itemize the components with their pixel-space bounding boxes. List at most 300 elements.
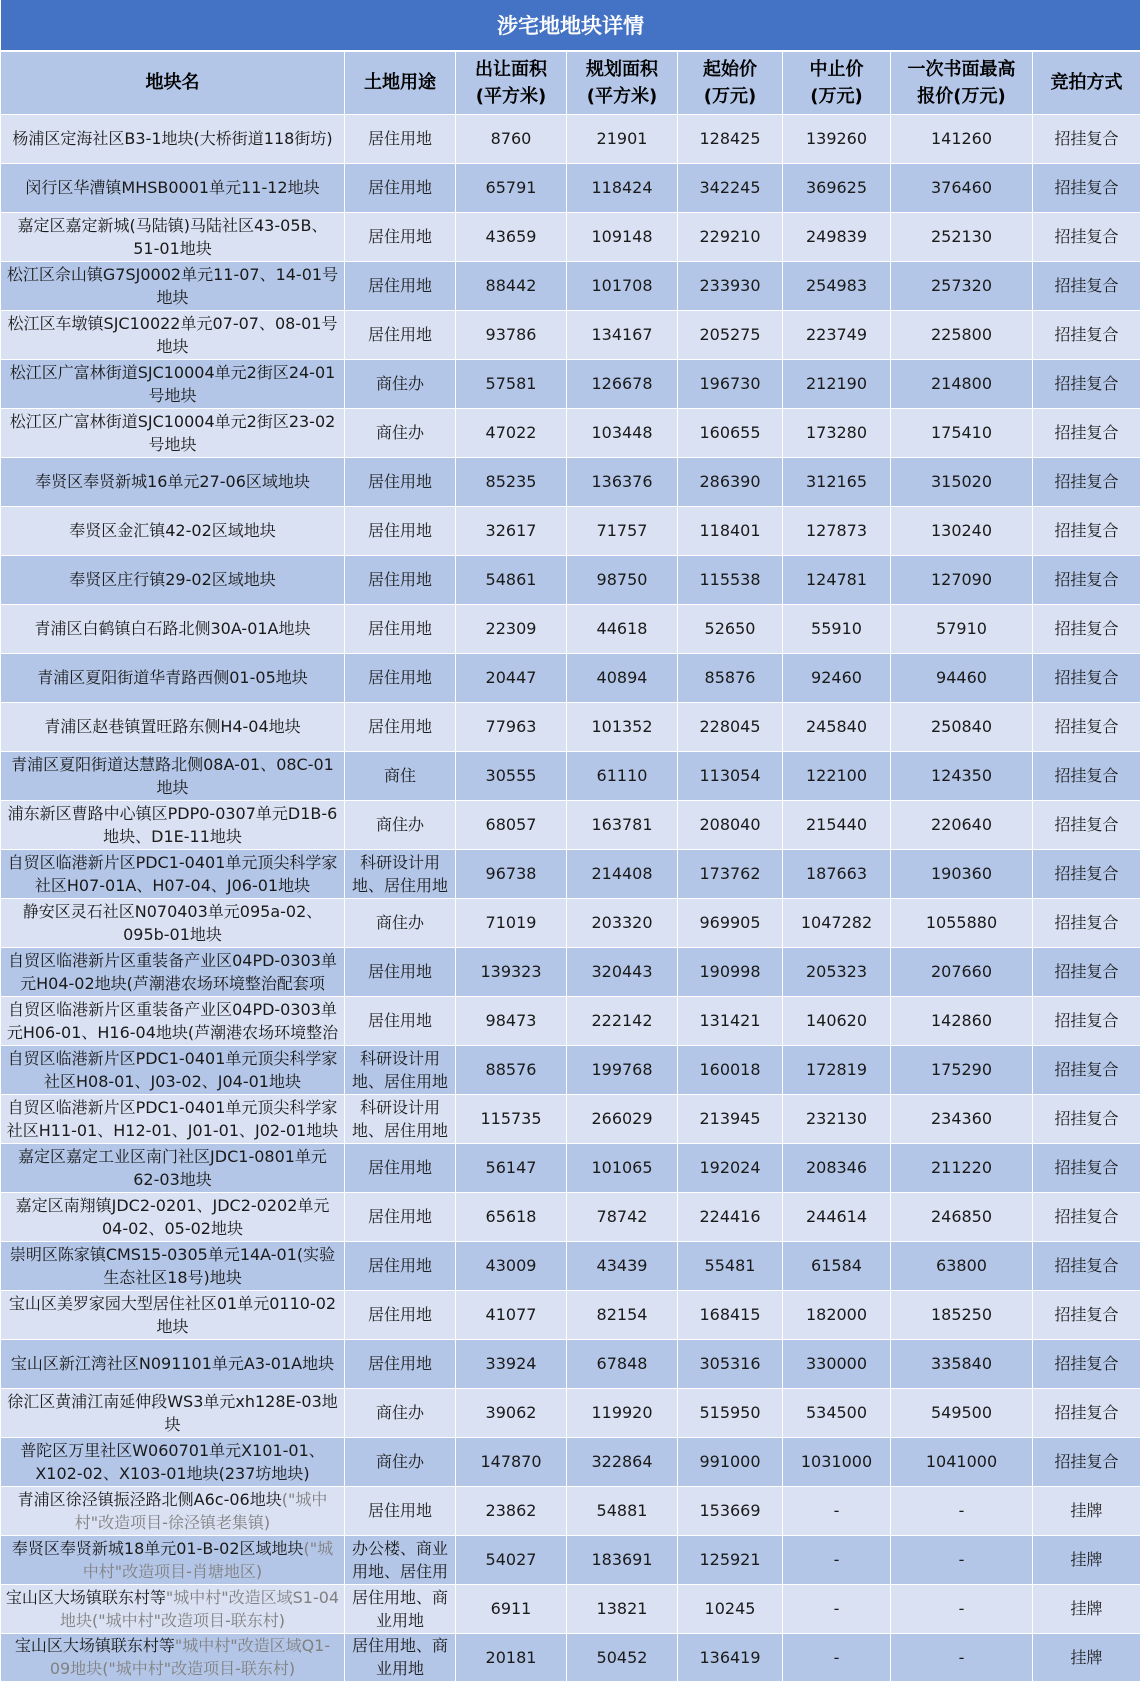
cell-transfer-area-value: 68057: [485, 815, 537, 834]
parcel-name-main: 浦东新区曹路中心镇区PDP0-0307单元D1B-6地块、D1E-11地块: [7, 803, 338, 846]
cell-start-price: [678, 1241, 783, 1290]
cell-planned-area-value: 54881: [596, 1501, 648, 1520]
cell-planned-area-value: 13821: [596, 1599, 648, 1618]
cell-stop-price-value: 330000: [805, 1354, 868, 1373]
cell-stop-price: [783, 212, 891, 261]
cell-start-price-value: 224416: [699, 1207, 761, 1226]
cell-transfer-area: [456, 947, 567, 996]
cell-auction-method: [1033, 947, 1140, 996]
cell-auction-method: [1033, 1094, 1140, 1143]
cell-stop-price: [783, 996, 891, 1045]
parcel-name-text: [5, 998, 340, 1044]
parcel-name-text: [5, 1634, 340, 1680]
header-land-use: [345, 51, 456, 114]
cell-transfer-area: [456, 849, 567, 898]
cell-transfer-area: [456, 114, 567, 163]
cell-auction-method-value: 招挂复合: [1054, 325, 1119, 344]
cell-highest-bid-value: 250840: [930, 717, 993, 736]
header-start-price: [678, 51, 783, 114]
cell-land-use-value: 居住用地: [367, 227, 432, 246]
cell-stop-price-value: -: [833, 1501, 840, 1520]
cell-transfer-area-value: 77963: [485, 717, 537, 736]
cell-highest-bid-value: 57910: [936, 619, 987, 638]
cell-stop-price: [783, 1633, 891, 1681]
cell-start-price-value: 229210: [699, 227, 761, 246]
table-row: [1, 702, 1140, 751]
cell-parcel-name: [1, 457, 345, 506]
parcel-name-text: [5, 568, 340, 591]
parcel-name-main: 青浦区赵巷镇置旺路东侧H4-04地块: [44, 717, 301, 736]
cell-start-price-value: 342245: [699, 178, 761, 197]
cell-planned-area: [567, 996, 678, 1045]
cell-parcel-name: [1, 604, 345, 653]
cell-auction-method: [1033, 1584, 1140, 1633]
cell-parcel-name: [1, 1584, 345, 1633]
cell-start-price: [678, 359, 783, 408]
cell-auction-method-value: 招挂复合: [1054, 423, 1119, 442]
cell-planned-area-value: 183691: [591, 1550, 653, 1569]
header-row: [1, 51, 1140, 114]
cell-parcel-name: [1, 408, 345, 457]
cell-transfer-area: [456, 1339, 567, 1388]
cell-stop-price: [783, 1094, 891, 1143]
cell-transfer-area-value: 98473: [485, 1011, 537, 1030]
cell-land-use-value: 居住用地: [367, 1011, 432, 1030]
parcel-name-text: [5, 1047, 340, 1093]
cell-auction-method: [1033, 1633, 1140, 1681]
cell-highest-bid-value: -: [958, 1599, 965, 1618]
cell-stop-price-value: 369625: [805, 178, 868, 197]
cell-highest-bid: [891, 947, 1033, 996]
cell-stop-price-value: -: [833, 1647, 840, 1667]
cell-land-use-value: 居住用地、商业用地: [351, 1636, 448, 1678]
cell-transfer-area: [456, 1584, 567, 1633]
cell-land-use: [345, 1192, 456, 1241]
parcel-name-text: [5, 214, 340, 260]
cell-start-price: [678, 1437, 783, 1486]
cell-parcel-name: [1, 555, 345, 604]
cell-transfer-area-value: 20447: [485, 668, 537, 687]
cell-transfer-area: [456, 555, 567, 604]
cell-land-use-value: 居住用地: [367, 619, 432, 638]
cell-stop-price: [783, 114, 891, 163]
parcel-name-main: 嘉定区南翔镇JDC2-0201、JDC2-0202单元04-02、05-02地块: [15, 1195, 330, 1238]
cell-planned-area: [567, 261, 678, 310]
cell-planned-area: [567, 653, 678, 702]
cell-land-use-value: 居住用地: [367, 276, 432, 295]
parcel-name-text: [5, 802, 340, 848]
cell-parcel-name: [1, 1388, 345, 1437]
cell-highest-bid-value: 175410: [930, 423, 993, 442]
cell-land-use: [345, 604, 456, 653]
cell-auction-method: [1033, 849, 1140, 898]
cell-planned-area-value: 203320: [591, 913, 653, 932]
cell-land-use: [345, 996, 456, 1045]
cell-stop-price: [783, 800, 891, 849]
cell-auction-method-value: 招挂复合: [1054, 1158, 1119, 1177]
cell-highest-bid-value: 376460: [930, 178, 993, 197]
cell-auction-method-value: 招挂复合: [1054, 1207, 1119, 1226]
cell-start-price: [678, 1388, 783, 1437]
cell-planned-area-value: 43439: [596, 1256, 648, 1275]
cell-land-use: [345, 1633, 456, 1681]
cell-transfer-area: [456, 1633, 567, 1681]
parcel-name-main: 静安区灵石社区N070403单元095a-02、095b-01地块: [22, 901, 323, 944]
cell-highest-bid-value: 252130: [930, 227, 993, 246]
parcel-name-main: 自贸区临港新片区PDC1-0401单元顶尖科学家社区H08-01、J03-02、J04-01地块: [7, 1048, 338, 1091]
cell-land-use: [345, 1094, 456, 1143]
cell-start-price-value: 991000: [699, 1452, 761, 1471]
cell-stop-price: [783, 457, 891, 506]
cell-transfer-area-value: 88576: [485, 1060, 537, 1079]
cell-transfer-area: [456, 1094, 567, 1143]
parcel-name-text: [5, 410, 340, 456]
cell-auction-method: [1033, 653, 1140, 702]
table-row: [1, 898, 1140, 947]
cell-transfer-area: [456, 1535, 567, 1584]
cell-planned-area-value: 134167: [591, 325, 653, 344]
cell-highest-bid-value: 94460: [936, 668, 987, 687]
cell-transfer-area-value: 88442: [485, 276, 537, 295]
header-transfer-area-label: 出让面积 (平方米): [475, 58, 547, 107]
cell-land-use-value: 居住用地: [367, 1354, 432, 1373]
cell-land-use: [345, 800, 456, 849]
cell-planned-area-value: 101708: [591, 276, 653, 295]
cell-land-use: [345, 702, 456, 751]
cell-stop-price-value: 254983: [805, 276, 868, 295]
cell-highest-bid-value: 220640: [930, 815, 993, 834]
cell-stop-price-value: 127873: [805, 521, 868, 540]
parcel-name-main: 闵行区华漕镇MHSB0001单元11-12地块: [25, 178, 320, 197]
cell-transfer-area: [456, 1045, 567, 1094]
header-parcel-name: [1, 51, 345, 114]
cell-land-use: [345, 261, 456, 310]
parcel-name-note: "城中村"改造区域S1-04地块("城中村"改造项目-联东村): [60, 1587, 340, 1630]
cell-transfer-area-value: 20181: [485, 1647, 537, 1667]
parcel-name-text: [5, 1292, 340, 1338]
parcel-name-main: 徐汇区黄浦江南延伸段WS3单元xh128E-03地块: [7, 1391, 338, 1434]
cell-highest-bid: [891, 1045, 1033, 1094]
cell-stop-price-value: 534500: [805, 1403, 868, 1422]
cell-parcel-name: [1, 653, 345, 702]
cell-land-use: [345, 1584, 456, 1633]
cell-start-price: [678, 1486, 783, 1535]
cell-auction-method-value: 招挂复合: [1054, 1011, 1119, 1030]
cell-parcel-name: [1, 800, 345, 849]
cell-planned-area-value: 61110: [596, 766, 648, 785]
cell-start-price: [678, 1192, 783, 1241]
cell-land-use-value: 居住用地: [367, 1305, 432, 1324]
cell-start-price-value: 205275: [699, 325, 761, 344]
cell-stop-price-value: 140620: [805, 1011, 868, 1030]
table-row: [1, 1535, 1140, 1584]
cell-stop-price-value: 205323: [805, 962, 868, 981]
cell-land-use-value: 居住用地: [367, 178, 432, 197]
cell-land-use: [345, 114, 456, 163]
header-auction-method: [1033, 51, 1140, 114]
parcel-name-text: [5, 470, 340, 493]
cell-planned-area: [567, 310, 678, 359]
cell-planned-area: [567, 1290, 678, 1339]
cell-auction-method-value: 招挂复合: [1054, 227, 1119, 246]
parcel-name-main: 奉贤区金汇镇42-02区域地块: [69, 521, 276, 540]
cell-planned-area-value: 136376: [591, 472, 653, 491]
parcel-name-main: 青浦区夏阳街道华青路西侧01-05地块: [37, 668, 308, 687]
cell-land-use: [345, 849, 456, 898]
table-row: [1, 261, 1140, 310]
cell-land-use: [345, 653, 456, 702]
parcel-name-main: 青浦区徐泾镇振泾路北侧A6c-06地块: [17, 1489, 282, 1509]
cell-land-use-value: 居住用地: [367, 1256, 432, 1275]
table-body: [1, 114, 1140, 1681]
cell-planned-area: [567, 1437, 678, 1486]
parcel-name-text: [5, 1488, 340, 1534]
cell-parcel-name: [1, 506, 345, 555]
cell-stop-price-value: 139260: [805, 129, 868, 148]
cell-land-use: [345, 457, 456, 506]
cell-land-use-value: 科研设计用地、居住用地: [351, 1097, 448, 1140]
parcel-name-text: [5, 1096, 340, 1142]
header-start-price-label: 起始价 (万元): [703, 58, 757, 107]
cell-stop-price: [783, 702, 891, 751]
table-row: [1, 653, 1140, 702]
cell-stop-price: [783, 1584, 891, 1633]
cell-highest-bid-value: 211220: [930, 1158, 993, 1177]
header-auction-method-label: 竞拍方式: [1050, 72, 1123, 94]
cell-planned-area: [567, 898, 678, 947]
cell-start-price: [678, 1094, 783, 1143]
cell-stop-price-value: 249839: [805, 227, 868, 246]
cell-stop-price-value: 124781: [805, 570, 868, 589]
cell-land-use-value: 居住用地: [367, 521, 432, 540]
cell-stop-price-value: 245840: [805, 717, 868, 736]
cell-stop-price: [783, 555, 891, 604]
parcel-name-main: 宝山区美罗家园大型居住社区01单元0110-02地块: [8, 1293, 337, 1336]
cell-start-price: [678, 702, 783, 751]
cell-parcel-name: [1, 1143, 345, 1192]
cell-auction-method-value: 挂牌: [1070, 1550, 1103, 1569]
header-planned-area-label: 规划面积 (平方米): [586, 58, 658, 107]
cell-stop-price-value: 215440: [805, 815, 868, 834]
parcel-name-main: 自贸区临港新片区重装备产业区04PD-0303单元H04-02地块(芦潮港农场环境整治配套项: [8, 950, 337, 993]
cell-land-use-value: 商住办: [375, 374, 424, 393]
cell-start-price: [678, 114, 783, 163]
cell-planned-area-value: 320443: [591, 962, 653, 981]
table-row: [1, 114, 1140, 163]
cell-transfer-area: [456, 751, 567, 800]
cell-transfer-area-value: 96738: [485, 864, 537, 883]
cell-highest-bid-value: 190360: [930, 864, 993, 883]
cell-start-price: [678, 653, 783, 702]
cell-parcel-name: [1, 1486, 345, 1535]
cell-highest-bid-value: 207660: [930, 962, 993, 981]
header-planned-area: [567, 51, 678, 114]
cell-start-price: [678, 898, 783, 947]
cell-highest-bid-value: 549500: [930, 1403, 993, 1422]
cell-highest-bid: [891, 212, 1033, 261]
parcel-name-main: 宝山区大场镇联东村等: [5, 1587, 166, 1607]
cell-auction-method: [1033, 1143, 1140, 1192]
cell-planned-area-value: 78742: [596, 1207, 648, 1226]
cell-auction-method-value: 招挂复合: [1054, 619, 1119, 638]
cell-parcel-name: [1, 1290, 345, 1339]
header-highest-bid-label: 一次书面最高 报价(万元): [907, 58, 1016, 107]
parcel-name-note: ("城中村"改造项目-肖塘地区): [82, 1538, 334, 1581]
parcel-name-text: [5, 1352, 340, 1375]
cell-highest-bid: [891, 849, 1033, 898]
cell-transfer-area: [456, 359, 567, 408]
cell-highest-bid: [891, 751, 1033, 800]
cell-highest-bid-value: 185250: [930, 1305, 993, 1324]
parcel-name-main: 嘉定区嘉定工业区南门社区JDC1-0801单元62-03地块: [18, 1146, 327, 1189]
cell-planned-area-value: 126678: [591, 374, 653, 393]
parcel-name-main: 松江区车墩镇SJC10022单元07-07、08-01号地块: [7, 313, 338, 356]
cell-stop-price: [783, 947, 891, 996]
cell-start-price-value: 192024: [699, 1158, 761, 1177]
cell-auction-method: [1033, 1290, 1140, 1339]
cell-planned-area-value: 163781: [591, 815, 653, 834]
cell-land-use: [345, 555, 456, 604]
table-row: [1, 1633, 1140, 1681]
cell-transfer-area: [456, 1388, 567, 1437]
cell-stop-price: [783, 408, 891, 457]
cell-parcel-name: [1, 1437, 345, 1486]
cell-highest-bid-value: 142860: [930, 1011, 993, 1030]
cell-stop-price-value: -: [833, 1599, 840, 1618]
cell-highest-bid: [891, 1388, 1033, 1437]
cell-land-use: [345, 898, 456, 947]
cell-land-use: [345, 1339, 456, 1388]
cell-stop-price: [783, 163, 891, 212]
cell-stop-price-value: 312165: [805, 472, 868, 491]
cell-highest-bid: [891, 310, 1033, 359]
cell-start-price-value: 168415: [699, 1305, 761, 1324]
cell-highest-bid: [891, 702, 1033, 751]
table-row: [1, 408, 1140, 457]
cell-highest-bid: [891, 506, 1033, 555]
cell-land-use: [345, 1437, 456, 1486]
cell-land-use-value: 商住办: [375, 913, 424, 932]
cell-auction-method-value: 招挂复合: [1054, 1256, 1119, 1275]
cell-auction-method-value: 招挂复合: [1054, 1060, 1119, 1079]
cell-auction-method-value: 招挂复合: [1054, 276, 1119, 295]
cell-highest-bid-value: 63800: [936, 1256, 987, 1275]
cell-start-price: [678, 1633, 783, 1681]
parcel-name-text: [5, 1145, 340, 1191]
cell-land-use-value: 居住用地: [367, 325, 432, 344]
cell-start-price-value: 136419: [699, 1647, 761, 1667]
cell-auction-method: [1033, 408, 1140, 457]
cell-stop-price: [783, 1143, 891, 1192]
table-row: [1, 1339, 1140, 1388]
cell-transfer-area-value: 41077: [485, 1305, 537, 1324]
table-row: [1, 1241, 1140, 1290]
cell-transfer-area-value: 71019: [485, 913, 537, 932]
cell-auction-method: [1033, 1045, 1140, 1094]
parcel-name-main: 杨浦区定海社区B3-1地块(大桥街道118街坊): [12, 129, 333, 148]
cell-stop-price: [783, 1192, 891, 1241]
cell-auction-method: [1033, 359, 1140, 408]
cell-highest-bid: [891, 604, 1033, 653]
cell-highest-bid-value: 1055880: [925, 913, 998, 932]
cell-planned-area-value: 118424: [591, 178, 653, 197]
table-row: [1, 1437, 1140, 1486]
cell-parcel-name: [1, 212, 345, 261]
parcel-name-text: [5, 617, 340, 640]
cell-parcel-name: [1, 1339, 345, 1388]
cell-start-price: [678, 1339, 783, 1388]
cell-land-use: [345, 1241, 456, 1290]
cell-land-use-value: 居住用地: [367, 962, 432, 981]
cell-land-use: [345, 1290, 456, 1339]
cell-highest-bid: [891, 1584, 1033, 1633]
parcel-name-main: 自贸区临港新片区PDC1-0401单元顶尖科学家社区H07-01A、H07-04、J06-01地块: [7, 852, 338, 895]
cell-transfer-area-value: 85235: [485, 472, 537, 491]
cell-transfer-area: [456, 1437, 567, 1486]
cell-stop-price-value: -: [833, 1550, 840, 1569]
cell-planned-area-value: 109148: [591, 227, 653, 246]
cell-transfer-area: [456, 1290, 567, 1339]
cell-auction-method: [1033, 1437, 1140, 1486]
cell-stop-price: [783, 1241, 891, 1290]
cell-stop-price-value: 122100: [805, 766, 868, 785]
cell-auction-method: [1033, 1486, 1140, 1535]
cell-start-price: [678, 947, 783, 996]
cell-planned-area-value: 222142: [591, 1011, 653, 1030]
cell-planned-area: [567, 163, 678, 212]
cell-highest-bid-value: 127090: [930, 570, 993, 589]
cell-land-use-value: 商住办: [375, 423, 424, 442]
cell-highest-bid: [891, 1339, 1033, 1388]
cell-stop-price: [783, 506, 891, 555]
cell-highest-bid-value: -: [958, 1647, 965, 1667]
cell-parcel-name: [1, 163, 345, 212]
cell-stop-price: [783, 1437, 891, 1486]
cell-highest-bid-value: 234360: [930, 1109, 993, 1128]
cell-transfer-area: [456, 653, 567, 702]
cell-planned-area: [567, 114, 678, 163]
cell-transfer-area-value: 8760: [490, 129, 532, 148]
cell-highest-bid: [891, 800, 1033, 849]
table-row: [1, 1388, 1140, 1437]
cell-highest-bid-value: 175290: [930, 1060, 993, 1079]
table-row: [1, 457, 1140, 506]
cell-auction-method-value: 招挂复合: [1054, 570, 1119, 589]
table-row: [1, 1290, 1140, 1339]
cell-start-price: [678, 1535, 783, 1584]
parcel-name-text: [5, 312, 340, 358]
parcel-name-text: [5, 666, 340, 689]
cell-transfer-area: [456, 1241, 567, 1290]
parcel-name-text: [5, 263, 340, 309]
cell-planned-area: [567, 1192, 678, 1241]
cell-planned-area: [567, 947, 678, 996]
cell-parcel-name: [1, 359, 345, 408]
parcel-name-text: [5, 1439, 340, 1485]
cell-transfer-area: [456, 457, 567, 506]
cell-auction-method: [1033, 996, 1140, 1045]
cell-planned-area: [567, 212, 678, 261]
cell-transfer-area-value: 6911: [490, 1599, 532, 1618]
cell-highest-bid: [891, 1535, 1033, 1584]
cell-land-use: [345, 947, 456, 996]
cell-planned-area-value: 98750: [596, 570, 648, 589]
cell-transfer-area: [456, 408, 567, 457]
cell-planned-area: [567, 1388, 678, 1437]
cell-transfer-area: [456, 310, 567, 359]
cell-transfer-area: [456, 702, 567, 751]
parcel-name-main: 嘉定区嘉定新城(马陆镇)马陆社区43-05B、51-01地块: [17, 215, 328, 258]
